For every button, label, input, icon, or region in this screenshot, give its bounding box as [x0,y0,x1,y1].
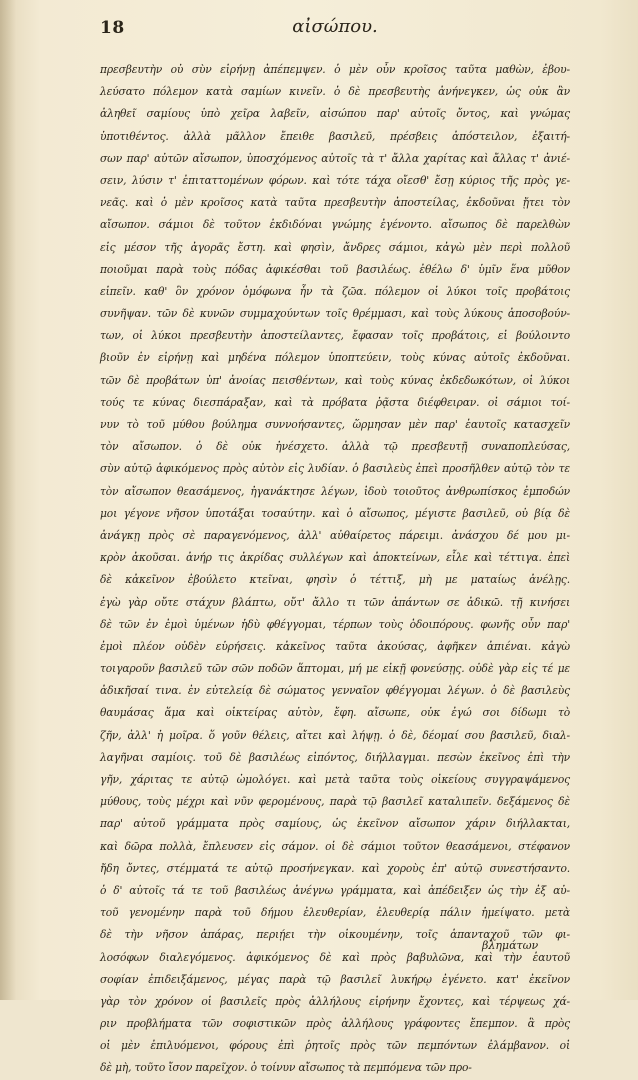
body-text [100,59,570,1075]
text-line: σειν, λύσιν τ' ἐπιταττομένων φόρων. καὶ τότε τάχα οἴεσθ' ἔσῃ κύριος τῆς πρὸς γε- [100,173,570,187]
text-line: των, οἱ λύκοι πρεσβευτὴν ἀποστείλαντες, ἔφασαν τοῖς προβάτοις, εἰ βούλοιντο [100,329,570,343]
text-line: ἤδη ὄντες, στέμματά τε αὐτῷ προσήνεγκαν. καὶ χοροὺς ἐπ' αὐτῷ συνεστήσαντο. [100,861,570,875]
text-line: παρ' αὐτοῦ γράμματα πρὸς σαμίους, ὡς ἐκεῖνον αἴσωπον χάριν διήλλακται, [100,817,570,831]
text-line: σὺν αὐτῷ ἀφικόμενος πρὸς αὐτὸν εἰς λυδίαν. ὁ βασιλεὺς ἐπεὶ προσῆλθεν αὐτῷ τὸν τε [100,462,570,476]
text-line: καὶ δῶρα πολλὰ, ἔπλευσεν εἰς σάμον. οἱ δὲ σάμιοι τοῦτον θεασάμενοι, στέφανον [100,839,570,853]
text-line: θαυμάσας ἅμα καὶ οἰκτείρας αὐτὸν, ἔφη. αἴσωπε, οὐκ ἐγώ σοι δίδωμι τὸ [100,706,570,720]
text-line: λοσόφων διαλεγόμενος. ἀφικόμενος δὲ καὶ πρὸς βαβυλῶνα, καὶ τὴν ἑαυτοῦ [100,950,570,964]
text-line: μύθους, τοὺς μέχρι καὶ νῦν φερομένους, παρὰ τῷ βασιλεῖ καταλιπεῖν. δεξάμενος δὲ [100,795,570,809]
text-line: δὲ τὴν νῆσον ἀπάρας, περιῄει τὴν οἰκουμένην, τοῖς ἁπανταχοῦ τῶν φι- [100,928,570,942]
text-line: αἴσωπον. σάμιοι δὲ τοῦτον ἐκδιδόναι γνώμης ἐγένοντο. αἴσωπος δὲ παρελθὼν [100,218,570,232]
text-line: δὲ τῶν ἐν ἐμοὶ ὑμένων ἡδὺ φθέγγομαι, τέρπων τοὺς ὁδοιπόρους. φωνῆς οὖν παρ' [100,617,570,631]
text-line: σων παρ' αὐτῶν αἴσωπον, ὑποσχόμενος αὐτοῖς τὰ τ' ἄλλα χαρίτας καὶ ἄλλας τ' ἀνιέ- [100,151,570,165]
text-line: ἀδικῆσαί τινα. ἐν εὐτελείᾳ δὲ σώματος γενναῖον φθέγγομαι λέγων. ὁ δὲ βασιλεὺς [100,684,570,698]
page-header [0,14,638,42]
text-line: δὲ μὴ, τοῦτο ἴσον παρεῖχον. ὁ τοίνυν αἴσωπος τὰ πεμπόμενα τῶν προ- [100,1061,472,1075]
text-line: τὸν αἴσωπον. ὁ δὲ οὐκ ἠνέσχετο. ἀλλὰ τῷ πρεσβευτῇ συναποπλεύσας, [100,440,570,454]
catchword: βλημάτων [482,939,539,952]
gutter-shadow [0,0,16,1000]
text-line: ἐμοὶ πλέον οὐδὲν εὑρήσεις. κἀκεῖνος ταῦτα ἀκούσας, ἀφῆκεν ἀπιέναι. κἀγὼ [100,639,570,653]
text-line: ἐγὼ γὰρ οὔτε στάχυν βλάπτω, οὔτ' ἄλλο τι τῶν ἁπάντων σε ἀδικῶ. τῇ κινήσει [100,595,570,609]
text-line: τοῦ γενομένην παρὰ τοῦ δήμου ἐλευθερίαν, ἐλευθερίᾳ πάλιν ἠμείψατο. μετὰ [100,906,570,920]
text-line: λεύσατο πόλεμον κατὰ σαμίων κινεῖν. ὁ δὲ πρεσβευτὴς ἀνήνεγκεν, ὡς οὐκ ἂν [100,85,570,99]
text-line: ποιοῦμαι παρὰ τοὺς πόδας ἀφικέσθαι τοῦ βασιλέως. ἐθέλω δ' ὑμῖν ἕνα μῦθον [100,262,570,276]
text-line: οἱ μὲν ἐπιλυόμενοι, φόρους ἐπὶ ῥητοῖς πρὸς τῶν πεμπόντων ἐλάμβανον. οἱ [100,1039,570,1053]
text-line: κρὸν ἀκοῦσαι. ἀνήρ τις ἀκρίδας συλλέγων καὶ ἀποκτείνων, εἷλε καὶ τέττιγα. ἐπεὶ [100,551,570,565]
text-line: τὸν αἴσωπον θεασάμενος, ἠγανάκτησε λέγων, ἰδοὺ τοιοῦτος ἀνθρωπίσκος ἐμποδών [100,484,570,498]
text-line: τῶν δὲ προβάτων ὑπ' ἀνοίας πεισθέντων, καὶ τοὺς κύνας ἐκδεδωκότων, οἱ λύκοι [100,373,570,387]
text-line: γῆν, χάριτας τε αὐτῷ ὡμολόγει. καὶ μετὰ ταῦτα τοὺς οἰκείους συγγραψάμενος [100,773,570,786]
text-line: βιοῦν ἐν εἰρήνῃ καὶ μηδένα πόλεμον ὑποπτεύειν, τοὺς κύνας αὐτοῖς ἐκδοῦναι. [100,351,570,365]
text-line: ριν προβλήματα τῶν σοφιστικῶν πρὸς ἀλλήλους γράφοντες ἔπεμπον. ἃ πρὸς [100,1017,570,1031]
text-line: τούς τε κύνας διεσπάραξαν, καὶ τὰ πρόβατα ῥᾷστα διέφθειραν. οἱ σάμιοι τοί- [100,395,570,409]
text-line: γὰρ τὸν χρόνον οἱ βασιλεῖς πρὸς ἀλλήλους εἰρήνην ἔχοντες, καὶ τέρψεως χά- [100,994,570,1008]
text-line: νεᾶς. καὶ ὁ μὲν κροῖσος κατὰ ταῦτα πρεσβευτὴν ἀποστείλας, ἐκδοῦναι ᾔτει τὸν [100,196,570,210]
page-number: 18 [100,18,125,38]
text-line: εἰπεῖν. καθ' ὃν χρόνον ὁμόφωνα ἦν τὰ ζῶα. πόλεμον οἱ λύκοι τοῖς προβάτοις [100,284,570,298]
text-line: ἀληθεῖ σαμίους ὑπὸ χεῖρα λαβεῖν, αἰσώπου παρ' αὐτοῖς ὄντος, καὶ γνώμας [100,107,570,121]
text-line: πρεσβευτὴν οὐ σὺν εἰρήνῃ ἀπέπεμψεν. ὁ μὲν οὖν κροῖσος ταῦτα μαθὼν, ἐβου- [100,63,570,76]
text-line: σοφίαν ἐπιδειξάμενος, μέγας παρὰ τῷ βασιλεῖ λυκήρῳ ἐγένετο. κατ' ἐκεῖνον [100,972,570,986]
running-head: αἰσώπου. [292,16,378,37]
text-line: ὑποτιθέντος. ἀλλὰ μᾶλλον ἔπειθε βασιλεῦ, πρέσβεις ἀπόστειλον, ἐξαιτή- [100,129,570,143]
text-line: συνῆψαν. τῶν δὲ κυνῶν συμμαχούντων τοῖς θρέμμασι, καὶ τοὺς λύκους ἀποσοβούν- [100,307,570,321]
text-line: τοιγαροῦν βασιλεῦ τῶν σῶν ποδῶν ἅπτομαι, μή με εἰκῇ φονεύσῃς. οὐδὲ γὰρ εἰς τέ με [100,662,570,676]
text-line: ὁ δ' αὐτοῖς τά τε τοῦ βασιλέως ἀνέγνω γράμματα, καὶ ἀπέδειξεν ὡς τὴν ἐξ αὐ- [100,883,570,897]
text-line: ἀνάγκῃ πρὸς σὲ παραγενόμενος, ἀλλ' αὐθαίρετος πάρειμι. ἀνάσχου δέ μου μι- [100,528,570,542]
text-line: λαγῆναι σαμίοις. τοῦ δὲ βασιλέως εἰπόντος, διήλλαγμαι. πεσὼν ἐκεῖνος ἐπὶ τὴν [100,750,570,764]
text-line: νυν τὸ τοῦ μύθου βούλημα συννοήσαντες, ὥρμησαν μὲν παρ' ἑαυτοῖς κατασχεῖν [100,418,570,431]
text-line: ζῆν, ἀλλ' ἡ μοῖρα. ὅ γοῦν θέλεις, αἴτει καὶ λήψῃ. ὁ δὲ, δέομαί σου βασιλεῦ, διαλ- [100,728,570,742]
text-line: εἰς μέσον τῆς ἀγορᾶς ἔστη. καὶ φησὶν, ἄνδρες σάμιοι, κἀγὼ μὲν περὶ πολλοῦ [100,240,570,254]
text-line: δὲ κἀκεῖνον ἐβούλετο κτεῖναι, φησὶν ὁ τέττιξ, μὴ με ματαίως ἀνέλῃς. [100,573,570,587]
text-line: μοι γέγονε νῆσον ὑποτάξαι τοσαύτην. καὶ ὁ αἴσωπος, μέγιστε βασιλεῦ, οὐ βίᾳ δὲ [100,506,570,520]
